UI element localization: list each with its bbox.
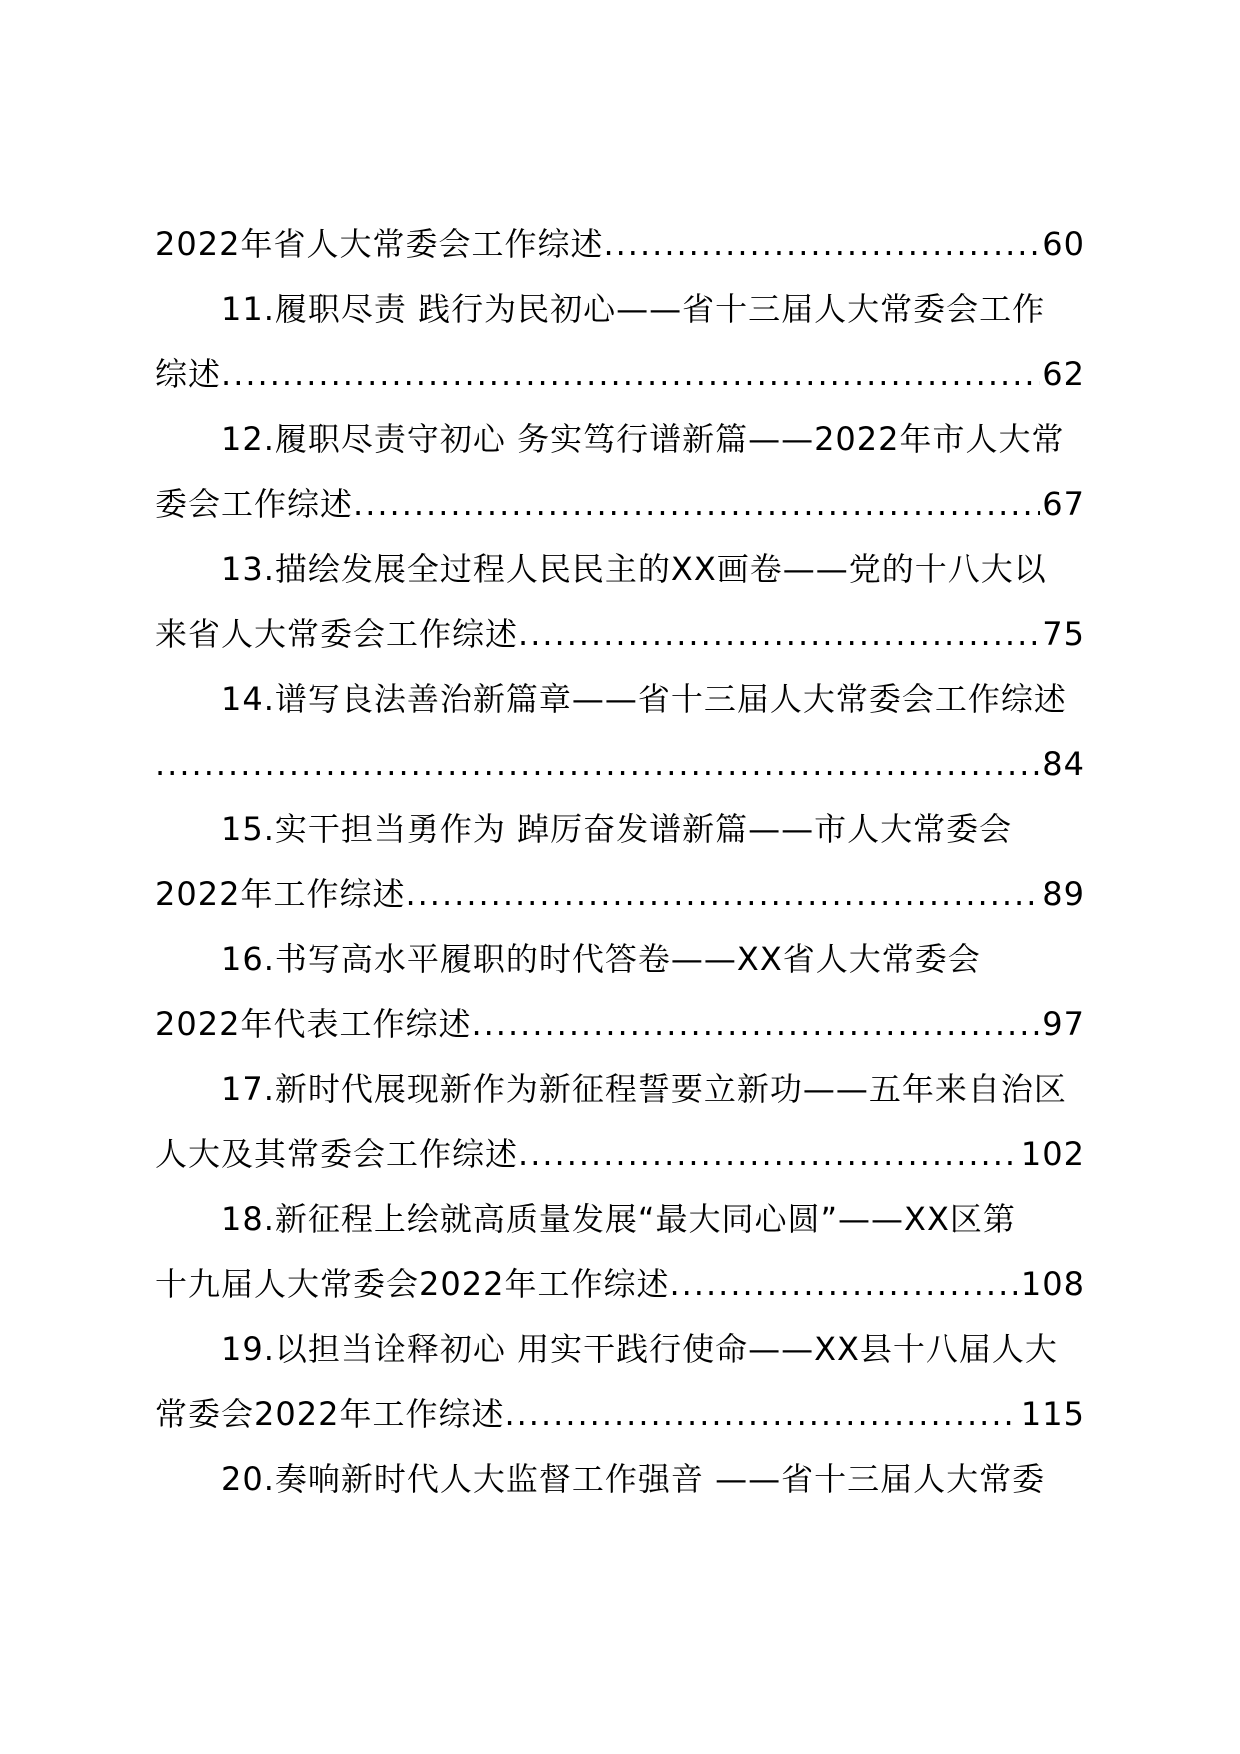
toc-entry-16-continuation bbox=[155, 992, 1085, 1057]
toc-leader-dots bbox=[405, 862, 1040, 927]
toc-page-number: 75 bbox=[1042, 615, 1085, 653]
toc-entry-text: 人大及其常委会工作综述 bbox=[155, 1135, 519, 1173]
table-of-contents bbox=[155, 212, 1085, 1512]
toc-leader-dots bbox=[353, 472, 1040, 537]
toc-leader-dots bbox=[518, 602, 1040, 667]
toc-page-number: 115 bbox=[1020, 1395, 1085, 1433]
toc-entry-text: 2022年省人大常委会工作综述 bbox=[155, 225, 604, 263]
toc-leader-dots bbox=[518, 1122, 1019, 1187]
toc-entry-13-title: 13.描绘发展全过程人民民主的XX画卷——党的十八大以 bbox=[221, 550, 1047, 588]
toc-entry-14-continuation bbox=[155, 732, 1085, 797]
toc-leader-dots bbox=[221, 342, 1040, 407]
toc-page-number: 97 bbox=[1042, 1005, 1085, 1043]
toc-page-number: 102 bbox=[1020, 1135, 1085, 1173]
toc-entry-17-continuation bbox=[155, 1122, 1085, 1187]
toc-leader-dots bbox=[603, 212, 1040, 277]
toc-entry-19-title: 19.以担当诠释初心 用实干践行使命——XX县十八届人大 bbox=[221, 1330, 1058, 1368]
toc-page-number: 84 bbox=[1042, 745, 1085, 783]
toc-entry-text: 综述 bbox=[155, 355, 222, 393]
toc-leader-dots bbox=[504, 1382, 1018, 1447]
toc-page-number: 89 bbox=[1042, 875, 1085, 913]
toc-entry-text: 常委会2022年工作综述 bbox=[155, 1395, 505, 1433]
toc-entry-14-title: 14.谱写良法善治新篇章——省十三届人大常委会工作综述 bbox=[221, 680, 1067, 718]
toc-entry-13-continuation bbox=[155, 602, 1085, 667]
toc-entry-text: 2022年工作综述 bbox=[155, 875, 406, 913]
toc-entry-15-title: 15.实干担当勇作为 踔厉奋发谱新篇——市人大常委会 bbox=[221, 810, 1013, 848]
toc-page-number: 62 bbox=[1042, 355, 1085, 393]
toc-leader-dots bbox=[155, 732, 1040, 797]
toc-entry-11-title: 11.履职尽责 践行为民初心——省十三届人大常委会工作 bbox=[221, 290, 1046, 328]
toc-page-number: 108 bbox=[1020, 1265, 1085, 1303]
toc-entry-text: 十九届人大常委会2022年工作综述 bbox=[155, 1265, 670, 1303]
toc-entry-text: 来省人大常委会工作综述 bbox=[155, 615, 519, 653]
toc-page-number: 67 bbox=[1042, 485, 1085, 523]
toc-entry-18-title: 18.新征程上绘就高质量发展“最大同心圆”——XX区第 bbox=[221, 1200, 1016, 1238]
toc-entry-text: 委会工作综述 bbox=[155, 485, 354, 523]
toc-entry-20-title: 20.奏响新时代人大监督工作强音 ——省十三届人大常委 bbox=[221, 1460, 1046, 1498]
toc-entry-18-continuation bbox=[155, 1252, 1085, 1317]
toc-entry-11-continuation bbox=[155, 342, 1085, 407]
toc-leader-dots bbox=[471, 992, 1040, 1057]
toc-entry-19-continuation bbox=[155, 1382, 1085, 1447]
toc-entry-12-title: 12.履职尽责守初心 务实笃行谱新篇——2022年市人大常 bbox=[221, 420, 1065, 458]
toc-entry-17-title: 17.新时代展现新作为新征程誓要立新功——五年来自治区 bbox=[221, 1070, 1067, 1108]
toc-page-number: 60 bbox=[1042, 225, 1085, 263]
toc-entry-10-continuation bbox=[155, 212, 1085, 277]
toc-leader-dots bbox=[669, 1252, 1018, 1317]
toc-entry-15-continuation bbox=[155, 862, 1085, 927]
toc-entry-12-continuation bbox=[155, 472, 1085, 537]
toc-entry-16-title: 16.书写高水平履职的时代答卷——XX省人大常委会 bbox=[221, 940, 981, 978]
toc-entry-text: 2022年代表工作综述 bbox=[155, 1005, 472, 1043]
